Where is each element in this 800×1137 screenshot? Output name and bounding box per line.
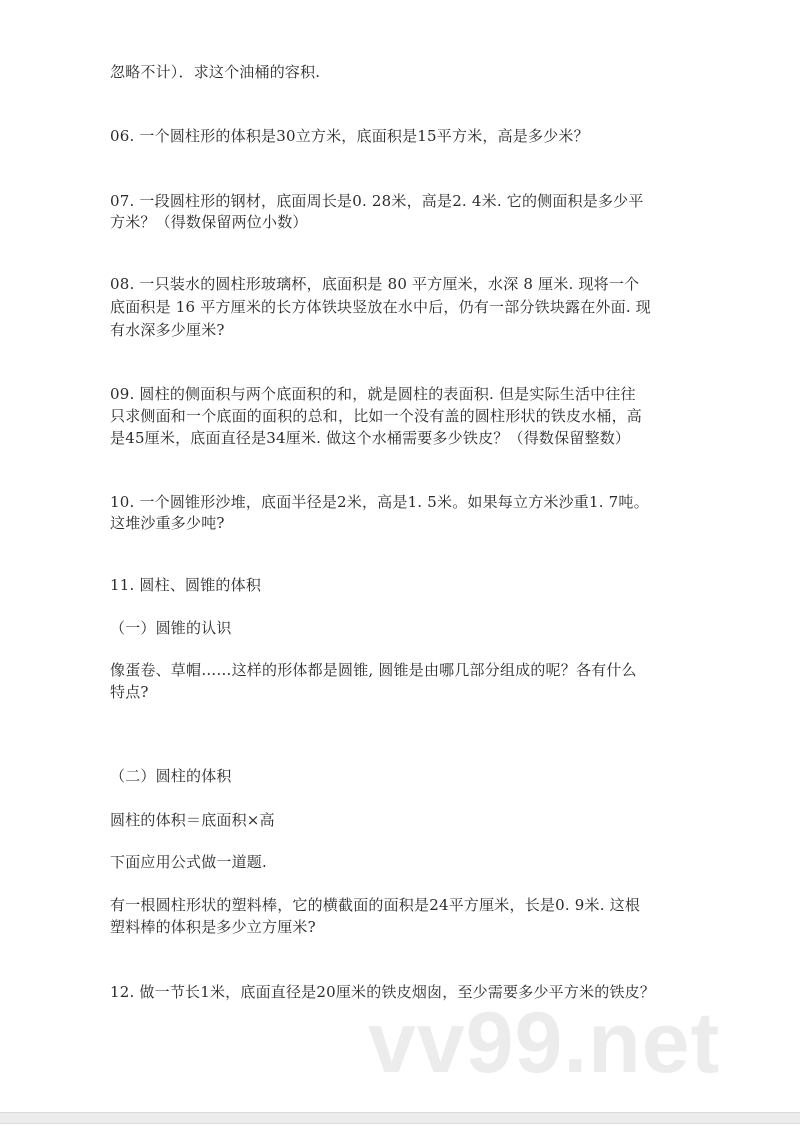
question-07-cont: 方米？（得数保留两位小数） [110, 213, 308, 231]
example-question-cont: 塑料棒的体积是多少立方厘米? [110, 918, 316, 936]
question-08-cont: 底面积是 16 平方厘米的长方体铁块竖放在水中后，仍有一部分铁块露在外面. 现 [110, 298, 651, 316]
text-line: 忽略不计）．求这个油桶的容积. [110, 63, 321, 81]
cone-text: 像蛋卷、草帽……这样的形体都是圆锥, 圆锥是由哪几部分组成的呢？各有什么 [110, 661, 637, 679]
subheading-cylinder-volume: （二）圆柱的体积 [110, 767, 232, 785]
question-09-cont: 是45厘米，底面直径是34厘米. 做这个水桶需要多少铁皮？（得数保留整数） [110, 429, 631, 447]
watermark: vv99.net [368, 995, 721, 1091]
question-08: 08. 一只装水的圆柱形玻璃杯，底面积是 80 平方厘米，水深 8 厘米. 现将一个 [110, 275, 640, 293]
question-12: 12. 做一节长1米，底面直径是20厘米的铁皮烟囱，至少需要多少平方米的铁皮？ [110, 983, 656, 1001]
text-line: 下面应用公式做一道题. [110, 853, 267, 871]
page-bottom-divider [0, 1112, 800, 1124]
question-09: 09. 圆柱的侧面积与两个底面积的和，就是圆柱的表面积. 但是实际生活中往往 [110, 385, 636, 403]
formula: 圆柱的体积＝底面积×高 [110, 811, 275, 829]
question-07: 07. 一段圆柱形的钢材，底面周长是0. 28米，高是2. 4米. 它的侧面积是多少平 [110, 192, 644, 210]
question-10: 10. 一个圆锥形沙堆，底面半径是2米，高是1. 5米。如果每立方米沙重1. 7吨。 [110, 493, 649, 511]
question-10-cont: 这堆沙重多少吨? [110, 514, 225, 532]
question-08-cont: 有水深多少厘米? [110, 321, 225, 339]
question-09-cont: 只求侧面和一个底面的面积的总和，比如一个没有盖的圆柱形状的铁皮水桶，高 [110, 407, 643, 425]
question-06: 06. 一个圆柱形的体积是30立方米，底面积是15平方米，高是多少米？ [110, 127, 589, 145]
section-11-heading: 11. 圆柱、圆锥的体积 [110, 576, 262, 594]
cone-text-cont: 特点? [110, 683, 149, 701]
example-question: 有一根圆柱形状的塑料棒，它的横截面的面积是24平方厘米，长是0. 9米. 这根 [110, 896, 641, 914]
subheading-cone: （一）圆锥的认识 [110, 619, 232, 637]
